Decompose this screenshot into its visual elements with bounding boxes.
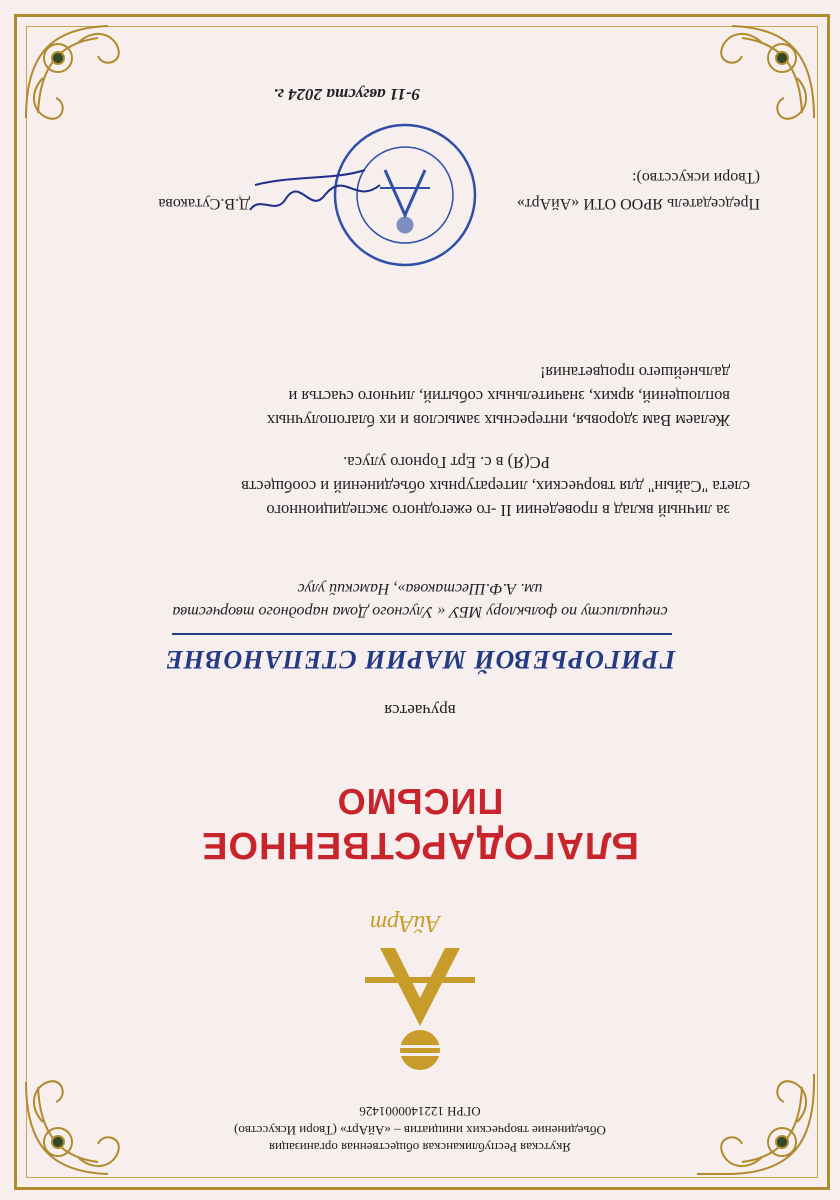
document-title: ПИСЬМО <box>336 781 504 822</box>
logo-text: АйАрт <box>369 910 441 936</box>
body-text-line: дальнейшего процветания! <box>539 363 730 382</box>
aiart-logo-icon <box>345 938 495 1088</box>
signatory-subtitle: (Твори искусство): <box>632 169 760 186</box>
org-name-line: Якутская Республиканская общественная организация <box>269 1140 571 1155</box>
corner-ornament-icon <box>692 18 822 128</box>
event-date: 9-11 августа 2024 г. <box>273 85 420 104</box>
signatory-title: Председатель ЯРОО ОТИ «АйАрт» <box>516 195 760 212</box>
body-text-line: Желаем Вам здоровья, интересных замыслов и их благополучных <box>266 411 730 430</box>
body-text-line: слета "Сайын" для творческих, литературных объединений и сообществ <box>241 477 750 496</box>
corner-ornament-icon <box>18 18 148 128</box>
body-text-line: воплощений, ярких, значительных событий, личного счастья и <box>288 387 730 406</box>
recipient-underline <box>172 633 672 635</box>
org-ogrn: ОГРН 1221400001426 <box>359 1104 481 1119</box>
document-title: БЛАГОДАРСТВЕННОЕ <box>201 824 639 866</box>
recipient-name: ГРИГОРЬЕВОЙ МАРИИ СТЕПАНОВНЕ <box>164 645 676 674</box>
recipient-position: им. А.Ф.Шестакова», Намский улус <box>297 580 543 597</box>
org-name-line: Объединение творческих инициатив – «АйАрт» (Твори Искусство) <box>234 1123 606 1138</box>
body-text-line: РС(Я) в с. Ерт Горного улуса. <box>343 453 550 472</box>
body-text-line: за личный вклад в проведении II -го ежегодного экспедиционного <box>266 501 730 520</box>
signature-icon <box>245 155 385 225</box>
recipient-position: специалисту по фольклору МБУ « Улусного Дома народного творчества <box>172 603 668 620</box>
signatory-name: Д.В.Сутакова <box>158 195 250 212</box>
awarded-label: вручается <box>384 701 456 720</box>
